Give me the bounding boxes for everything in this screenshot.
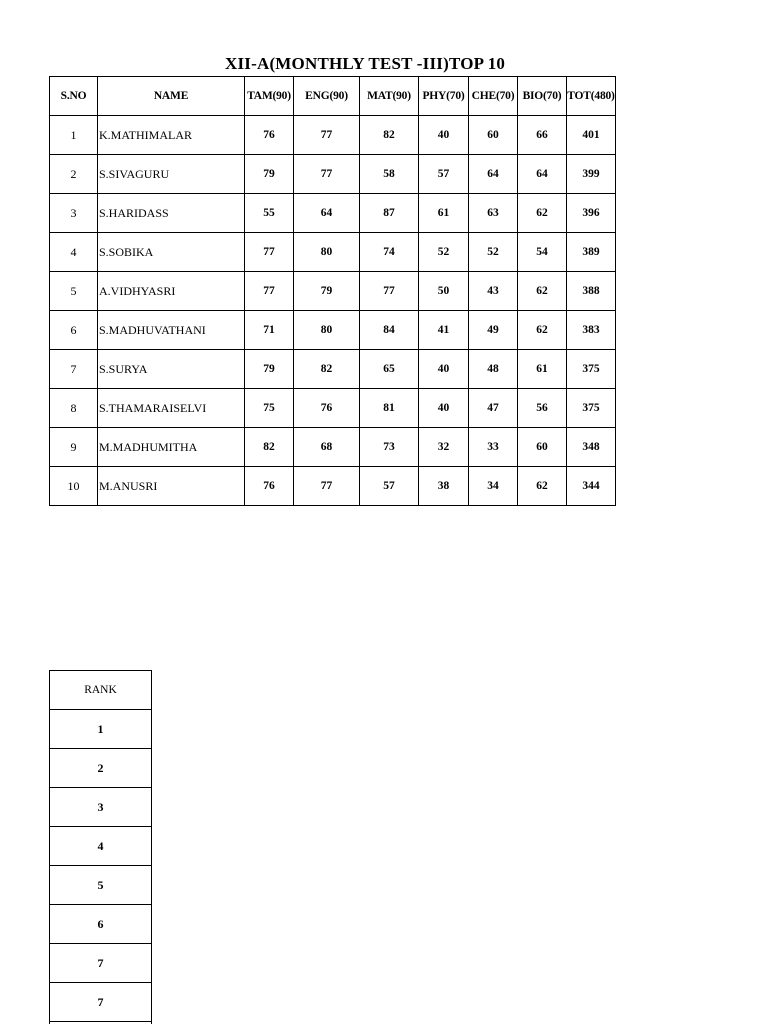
cell-phy: 50: [419, 272, 469, 311]
cell-sno: 2: [50, 155, 98, 194]
cell-eng: 77: [294, 467, 360, 506]
cell-che: 49: [469, 311, 518, 350]
cell-tot: 401: [567, 116, 616, 155]
cell-tam: 75: [245, 389, 294, 428]
cell-sno: 5: [50, 272, 98, 311]
cell-bio: 62: [518, 311, 567, 350]
cell-mat: 82: [360, 116, 419, 155]
cell-mat: 87: [360, 194, 419, 233]
table-row: [50, 389, 616, 428]
cell-bio: 60: [518, 428, 567, 467]
cell-bio: 54: [518, 233, 567, 272]
header-name: NAME: [98, 77, 245, 116]
table-row: [50, 428, 616, 467]
rank-value: 1: [50, 710, 152, 749]
cell-sno: 8: [50, 389, 98, 428]
cell-phy: 52: [419, 233, 469, 272]
header-mat: MAT(90): [360, 77, 419, 116]
header-bio: BIO(70): [518, 77, 567, 116]
cell-mat: 58: [360, 155, 419, 194]
cell-sno: 3: [50, 194, 98, 233]
cell-name: A.VIDHYASRI: [98, 272, 245, 311]
header-phy: PHY(70): [419, 77, 469, 116]
rank-row: [50, 866, 152, 905]
header-tot: TOT(480): [567, 77, 616, 116]
cell-name: K.MATHIMALAR: [98, 116, 245, 155]
cell-phy: 40: [419, 350, 469, 389]
cell-phy: 38: [419, 467, 469, 506]
cell-tam: 71: [245, 311, 294, 350]
cell-eng: 80: [294, 233, 360, 272]
rank-row: [50, 905, 152, 944]
cell-eng: 82: [294, 350, 360, 389]
cell-name: S.THAMARAISELVI: [98, 389, 245, 428]
rank-value: 4: [50, 827, 152, 866]
cell-sno: 10: [50, 467, 98, 506]
cell-che: 60: [469, 116, 518, 155]
cell-bio: 61: [518, 350, 567, 389]
cell-sno: 7: [50, 350, 98, 389]
cell-bio: 64: [518, 155, 567, 194]
cell-mat: 84: [360, 311, 419, 350]
cell-mat: 65: [360, 350, 419, 389]
cell-eng: 77: [294, 155, 360, 194]
cell-tot: 348: [567, 428, 616, 467]
cell-tam: 76: [245, 116, 294, 155]
rank-value: 2: [50, 749, 152, 788]
cell-phy: 57: [419, 155, 469, 194]
cell-tot: 388: [567, 272, 616, 311]
table-row: [50, 233, 616, 272]
cell-eng: 77: [294, 116, 360, 155]
cell-sno: 4: [50, 233, 98, 272]
rank-row: [50, 944, 152, 983]
cell-mat: 57: [360, 467, 419, 506]
cell-name: S.MADHUVATHANI: [98, 311, 245, 350]
cell-name: S.SIVAGURU: [98, 155, 245, 194]
table-row: [50, 116, 616, 155]
header-tam: TAM(90): [245, 77, 294, 116]
rank-row: [50, 749, 152, 788]
cell-name: M.MADHUMITHA: [98, 428, 245, 467]
table-row: [50, 467, 616, 506]
rank-table: [49, 670, 152, 1024]
rank-row: [50, 983, 152, 1022]
cell-name: M.ANUSRI: [98, 467, 245, 506]
cell-che: 43: [469, 272, 518, 311]
cell-tot: 375: [567, 350, 616, 389]
cell-bio: 56: [518, 389, 567, 428]
cell-sno: 1: [50, 116, 98, 155]
cell-bio: 62: [518, 272, 567, 311]
cell-eng: 76: [294, 389, 360, 428]
cell-tot: 383: [567, 311, 616, 350]
rank-row: [50, 827, 152, 866]
rank-value: 5: [50, 866, 152, 905]
rank-value: 7: [50, 983, 152, 1022]
cell-bio: 62: [518, 194, 567, 233]
rank-row: [50, 788, 152, 827]
cell-tam: 79: [245, 350, 294, 389]
cell-phy: 61: [419, 194, 469, 233]
table-header-row: [50, 77, 616, 116]
cell-tot: 396: [567, 194, 616, 233]
cell-tam: 77: [245, 233, 294, 272]
cell-tot: 375: [567, 389, 616, 428]
results-table: [49, 76, 616, 506]
rank-header: RANK: [50, 671, 152, 710]
cell-che: 63: [469, 194, 518, 233]
header-eng: ENG(90): [294, 77, 360, 116]
cell-che: 33: [469, 428, 518, 467]
cell-mat: 74: [360, 233, 419, 272]
cell-sno: 6: [50, 311, 98, 350]
cell-eng: 64: [294, 194, 360, 233]
cell-che: 34: [469, 467, 518, 506]
cell-eng: 68: [294, 428, 360, 467]
cell-tam: 55: [245, 194, 294, 233]
cell-phy: 41: [419, 311, 469, 350]
cell-mat: 77: [360, 272, 419, 311]
cell-tot: 399: [567, 155, 616, 194]
rank-value: 6: [50, 905, 152, 944]
cell-tam: 77: [245, 272, 294, 311]
cell-eng: 80: [294, 311, 360, 350]
rank-value: 3: [50, 788, 152, 827]
cell-bio: 62: [518, 467, 567, 506]
cell-che: 48: [469, 350, 518, 389]
rank-header-row: [50, 671, 152, 710]
cell-name: S.HARIDASS: [98, 194, 245, 233]
cell-tot: 344: [567, 467, 616, 506]
cell-phy: 32: [419, 428, 469, 467]
cell-tam: 79: [245, 155, 294, 194]
page-title: XII-A(MONTHLY TEST -III)TOP 10: [225, 54, 506, 73]
cell-name: S.SURYA: [98, 350, 245, 389]
rank-row: [50, 710, 152, 749]
cell-tot: 389: [567, 233, 616, 272]
header-che: CHE(70): [469, 77, 518, 116]
table-row: [50, 350, 616, 389]
cell-che: 64: [469, 155, 518, 194]
table-row: [50, 311, 616, 350]
cell-bio: 66: [518, 116, 567, 155]
cell-sno: 9: [50, 428, 98, 467]
table-row: [50, 155, 616, 194]
table-row: [50, 194, 616, 233]
table-row: [50, 272, 616, 311]
cell-phy: 40: [419, 116, 469, 155]
cell-phy: 40: [419, 389, 469, 428]
rank-value: 7: [50, 944, 152, 983]
cell-name: S.SOBIKA: [98, 233, 245, 272]
cell-mat: 73: [360, 428, 419, 467]
cell-tam: 76: [245, 467, 294, 506]
cell-che: 52: [469, 233, 518, 272]
cell-che: 47: [469, 389, 518, 428]
cell-eng: 79: [294, 272, 360, 311]
header-sno: S.NO: [50, 77, 98, 116]
cell-tam: 82: [245, 428, 294, 467]
cell-mat: 81: [360, 389, 419, 428]
